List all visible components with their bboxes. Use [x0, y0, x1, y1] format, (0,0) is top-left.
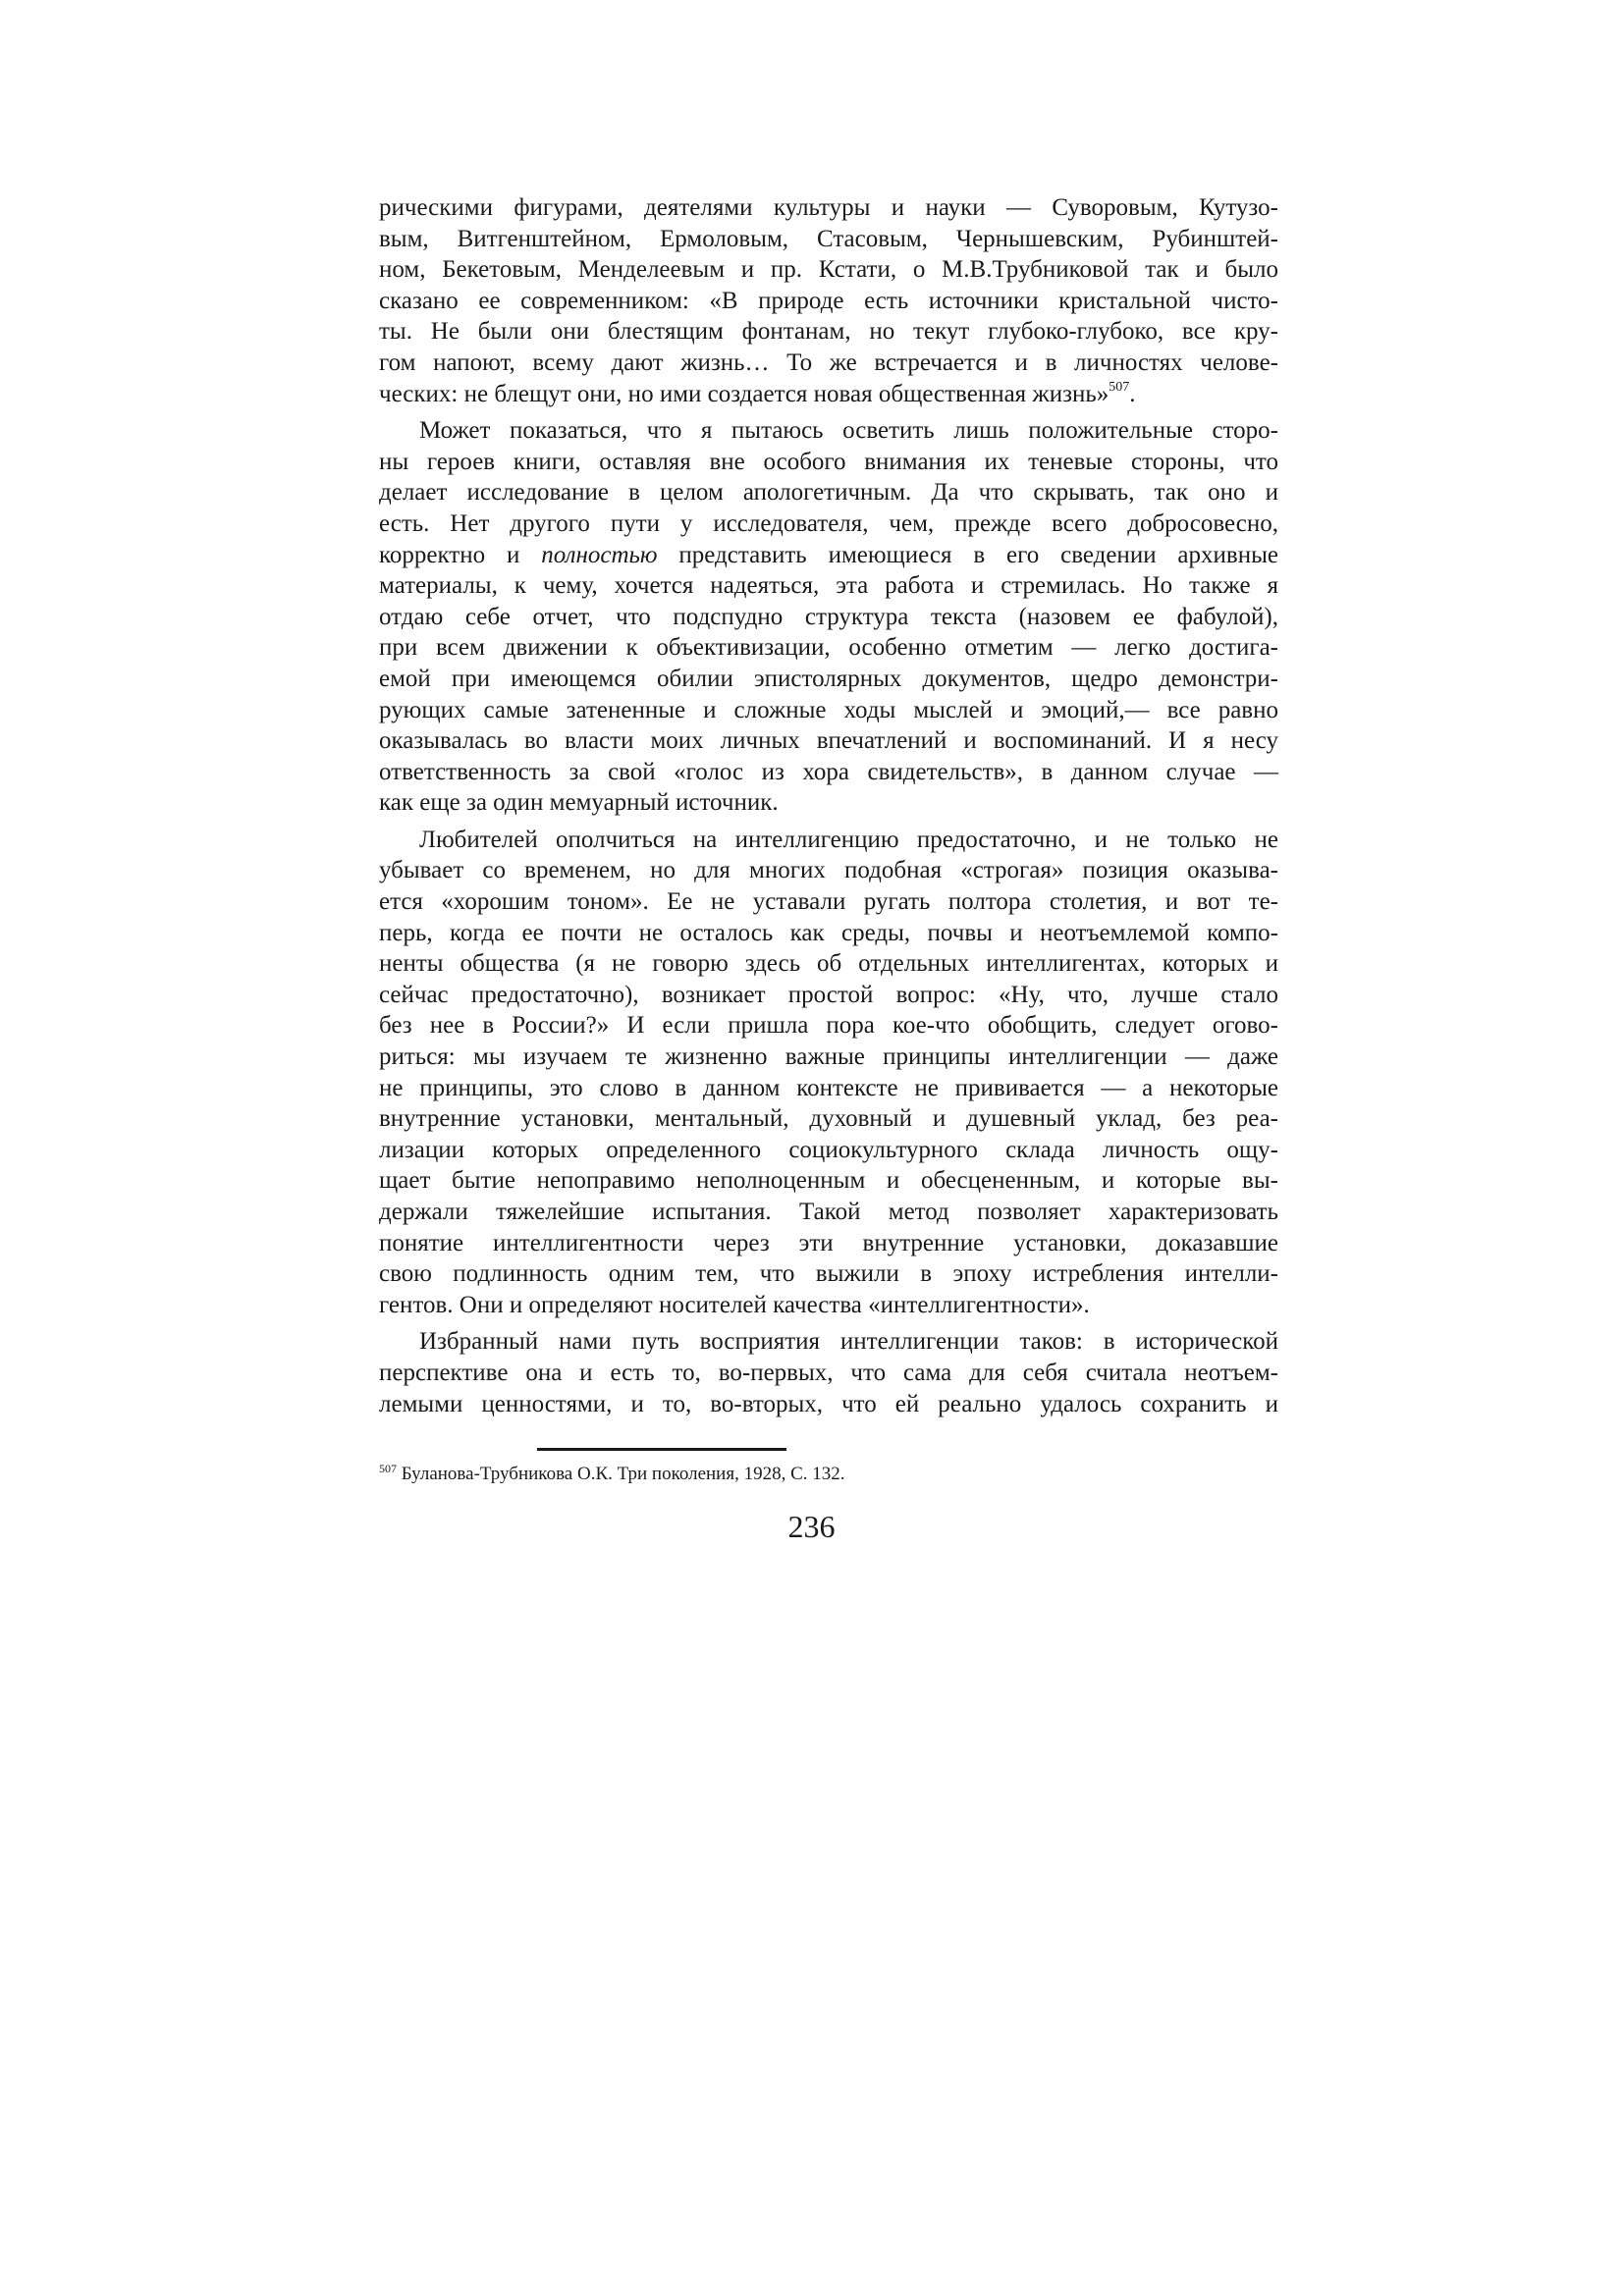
- text-line: ном, Бекетовым, Менделеевым и пр. Кстати, о М.В.Трубниковой так и было: [379, 256, 1278, 284]
- text-line: держали тяжелейшие испытания. Такой метод позволяет характеризовать: [379, 1199, 1278, 1225]
- text-line: гентов. Они и определяют носителей качества «интеллигентности».: [379, 1291, 1090, 1318]
- text-line: не принципы, это слово в данном контексте не прививается — а некоторые: [379, 1074, 1278, 1101]
- text-line: [379, 540, 1278, 571]
- text-line: оказывалась во власти моих личных впечатлений и воспоминаний. И я несу: [379, 727, 1278, 755]
- paragraph-2: [379, 415, 1278, 819]
- text-line: риться: мы изучаем те жизненно важные принципы интеллигенции — даже: [379, 1043, 1278, 1071]
- text-line-content: корректно и: [379, 541, 542, 568]
- text-line: лемыми ценностями, и то, во-вторых, что ей реально удалось сохранить и: [379, 1390, 1278, 1417]
- text-line: щает бытие непоправимо неполноценным и обесцененным, и которые вы-: [379, 1167, 1278, 1195]
- text-line: свою подлинность одним тем, что выжили в эпоху истребления интелли-: [379, 1260, 1278, 1288]
- text-line: есть. Нет другого пути у исследователя, чем, прежде всего добросовесно,: [379, 509, 1278, 537]
- text-line: перь, когда ее почти не осталось как среды, почвы и неотъемлемой компо-: [379, 919, 1278, 946]
- body-text: [379, 192, 1278, 1419]
- text-line: понятие интеллигентности через эти внутренние установки, доказавшие: [379, 1229, 1278, 1256]
- text-line: материалы, к чему, хочется надеяться, эта работа и стремилась. Но также я: [379, 572, 1278, 600]
- text-line: Может показаться, что я пытаюсь осветить лишь положительные сторо-: [419, 417, 1278, 445]
- footnote-separator: [537, 1448, 786, 1451]
- page-number: 236: [787, 1509, 836, 1544]
- text-line: лизации которых определенного социокультурного склада личность ощу-: [379, 1136, 1278, 1163]
- text-line: Избранный нами путь восприятия интеллигенции таков: в исторической: [419, 1328, 1278, 1356]
- text-line: емой при имеющемся обилии эпистолярных документов, щедро демонстри-: [379, 665, 1278, 692]
- text-line-tail: представить имеющиеся в его сведении архивные: [657, 541, 1278, 568]
- italic-emphasis: полностью: [541, 541, 658, 568]
- text-line: [379, 379, 1278, 410]
- text-line: ответственность за свой «голос из хора свидетельств», в данном случае —: [379, 758, 1278, 785]
- text-line: сейчас предостаточно), возникает простой вопрос: «Ну, что, лучше стало: [379, 981, 1278, 1008]
- text-line-content: ческих: не блещут они, но ими создается новая общественная жизнь»: [379, 380, 1109, 407]
- footnote-reference[interactable]: 507: [1109, 379, 1130, 395]
- text-line: Любителей ополчиться на интеллигенцию предостаточно, и не только не: [419, 826, 1278, 853]
- text-line: сказано ее современником: «В природе есть источники кристальной чисто-: [379, 287, 1278, 314]
- footnote-text: Буланова-Трубникова О.К. Три поколения, 1928, С. 132.: [397, 1464, 845, 1484]
- paragraph-4: [379, 1326, 1278, 1419]
- text-line: рующих самые затененные и сложные ходы мыслей и эмоций,— все равно: [379, 696, 1278, 723]
- text-line: вым, Витгенштейном, Ермоловым, Стасовым, Чернышевским, Рубинштей-: [379, 225, 1278, 252]
- footnote-number: 507: [379, 1462, 397, 1475]
- text-line-tail: .: [1129, 380, 1136, 407]
- footnote: [379, 1463, 1278, 1486]
- text-line: как еще за один мемуарный источник.: [379, 789, 779, 817]
- text-line: ты. Не были они блестящим фонтанам, но текут глубоко-глубоко, все кру-: [379, 318, 1278, 346]
- text-line: рическими фигурами, деятелями культуры и науки — Суворовым, Кутузо-: [379, 194, 1278, 221]
- text-line: гом напоют, всему дают жизнь… То же встречается и в личностях челове-: [379, 348, 1278, 376]
- text-line: без нее в России?» И если пришла пора кое-что обобщить, следует огово-: [379, 1012, 1278, 1040]
- text-line: ны героев книги, оставляя вне особого внимания их теневые стороны, что: [379, 448, 1278, 475]
- text-line: ется «хорошим тоном». Ее не уставали ругать полтора столетия, и вот те-: [379, 888, 1278, 916]
- text-line: при всем движении к объективизации, особенно отметим — легко достига-: [379, 634, 1278, 662]
- paragraph-1: [379, 192, 1278, 409]
- text-line: отдаю себе отчет, что подспудно структура текста (назовем ее фабулой),: [379, 603, 1278, 630]
- text-line: внутренние установки, ментальный, духовный и душевный уклад, без реа-: [379, 1105, 1278, 1133]
- text-line: перспективе она и есть то, во-первых, что сама для себя считала неотъем-: [379, 1359, 1278, 1386]
- text-line: убывает со временем, но для многих подобная «строгая» позиция оказыва-: [379, 857, 1278, 884]
- paragraph-3: [379, 825, 1278, 1321]
- text-line: делает исследование в целом апологетичным. Да что скрывать, так оно и: [379, 479, 1278, 507]
- text-line: ненты общества (я не говорю здесь об отдельных интеллигентах, которых и: [379, 950, 1278, 978]
